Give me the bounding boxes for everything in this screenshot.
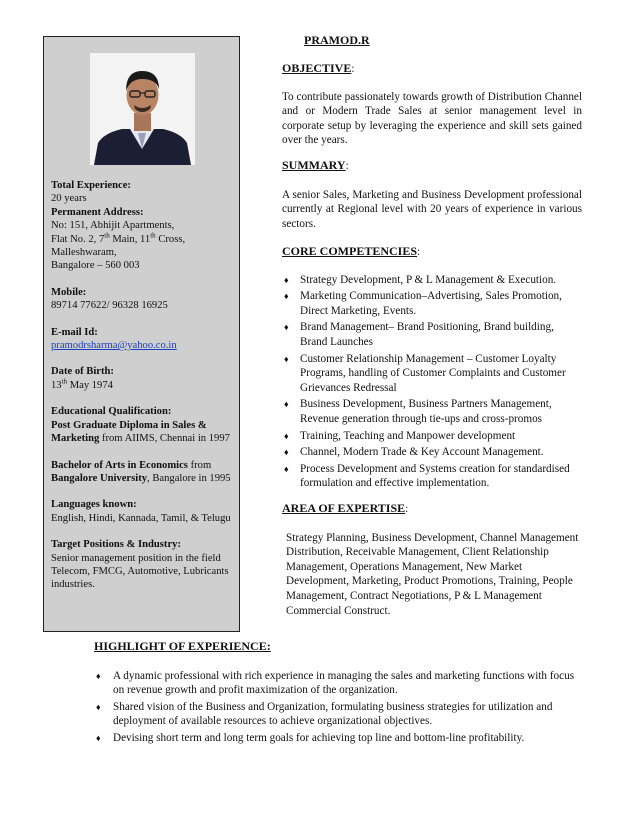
list-item: ♦ Customer Relationship Management – Customer Loyalty Programs, handling of Customer Complaints and Customer Grievances Redressal xyxy=(282,352,582,396)
address-line-2: Flat No. 2, 7th Main, 11th Cross, xyxy=(51,231,186,245)
dob-label: Date of Birth: xyxy=(51,366,114,378)
address-line-1: No: 151, Abhijit Apartments, xyxy=(51,220,175,232)
languages-label: Languages known: xyxy=(51,499,137,511)
list-item: ♦ Brand Management– Brand Positioning, Brand building, Brand Launches xyxy=(282,320,582,349)
highlight-list xyxy=(94,669,584,746)
summary-text: A senior Sales, Marketing and Business Development professional currently at Regional level with 20 years of experience in various sectors. xyxy=(282,188,582,230)
education-item-2: Bachelor of Arts in Economics from Bangalore University, Bangalore in 1995 xyxy=(51,459,231,484)
expertise-heading: AREA OF EXPERTISE xyxy=(282,501,406,515)
highlight-section xyxy=(94,639,584,748)
list-item: ♦ Training, Teaching and Manpower development xyxy=(282,429,582,444)
list-item: ♦ Strategy Development, P & L Management & Execution. xyxy=(282,273,582,288)
total-experience-value: 20 years xyxy=(51,193,87,205)
summary-heading: SUMMARY xyxy=(282,158,346,172)
objective-text: To contribute passionately towards growth of Distribution Channel and or Modern Trade Sales at senior management level in corporate setup by leveraging the experience and skill sets gained over the years. xyxy=(282,90,582,147)
expertise-text: Strategy Planning, Business Development, Channel Management Distribution, Receivable Management, Client Relationship Management, Operations Management, New Market Development, Marketing, Product Promotions, Training, People Management, Contract Negotiations, P & L Management Commercial Construct. xyxy=(286,531,579,617)
list-item: ♦ Devising short term and long term goals for achieving top line and bottom-line profitability. xyxy=(94,731,584,746)
expertise-section: AREA OF EXPERTISE: Strategy Planning, Business Development, Channel Management Distribution, Receivable Management, Client Relationship Management, Operations Management, New Market Development, Marketing, Product Promotions, Training, People Management, Contract Negotiations, P & L Management Commercial Construct. xyxy=(282,501,582,618)
list-item: ♦ A dynamic professional with rich experience in managing the sales and marketing functions with focus on revenue growth and profit maximization of the organization. xyxy=(94,669,584,698)
email-label: E-mail Id: xyxy=(51,326,98,338)
objective-heading: OBJECTIVE xyxy=(282,61,352,75)
list-item: ♦ Shared vision of the Business and Organization, formulating business strategies for utilization and deployment of available resources to achieve organizational objectives. xyxy=(94,700,584,729)
languages-value: English, Hindi, Kannada, Tamil, & Telugu xyxy=(51,512,231,524)
address-line-3: Malleshwaram, xyxy=(51,247,117,259)
address-label: Permanent Address: xyxy=(51,206,144,218)
objective-section: OBJECTIVE: To contribute passionately towards growth of Distribution Channel and or Modern Trade Sales at senior management level in corporate setup by leveraging the experience and skill sets gained over the years. xyxy=(282,61,582,147)
dob-value: 13th May 1974 xyxy=(51,377,113,391)
address-line-4: Bangalore – 560 003 xyxy=(51,260,140,272)
email-link[interactable]: pramodrsharma@yahoo.co.in xyxy=(51,340,177,352)
education-label: Educational Qualification: xyxy=(51,406,172,418)
core-competencies-heading: CORE COMPETENCIES xyxy=(282,244,418,258)
core-competencies-list xyxy=(282,273,582,491)
education-item-1: Post Graduate Diploma in Sales & Marketing from AIIMS, Chennai in 1997 xyxy=(51,419,230,445)
profile-photo xyxy=(90,53,195,165)
mobile-value: 89714 77622/ 96328 16925 xyxy=(51,300,168,312)
core-competencies-section: CORE COMPETENCIES: ♦ Strategy Development, P & L Management & Execution. ♦ Marketing Communication–Advertising, Sales Promotion, Direct Marketing, Events. ♦ Brand Management– Brand Positioning, Brand building, Brand Launches ♦ Customer Relationship Management – Customer Loyalty Programs, handling of Customer Complaints and Customer Grievances Redressal ♦ Business Development, Business Partners Management, Revenue generation through tie-ups and cross-promos ♦ Training, Teaching and Manpower development ♦ Channel, Modern Trade & Key Account Management. ♦ Process Development and Systems creation for standardised formulation and effective implementation. xyxy=(282,244,582,493)
highlight-heading: HIGHLIGHT OF EXPERIENCE: xyxy=(94,639,271,653)
total-experience-label: Total Experience: xyxy=(51,180,131,191)
list-item: ♦ Channel, Modern Trade & Key Account Management. xyxy=(282,445,582,460)
mobile-label: Mobile: xyxy=(51,286,87,298)
list-item: ♦ Marketing Communication–Advertising, Sales Promotion, Direct Marketing, Events. xyxy=(282,289,582,318)
list-item: ♦ Process Development and Systems creation for standardised formulation and effective implementation. xyxy=(282,462,582,491)
sidebar-details xyxy=(51,179,237,592)
list-item: ♦ Business Development, Business Partners Management, Revenue generation through tie-ups and cross-promos xyxy=(282,397,582,426)
target-label: Target Positions & Industry: xyxy=(51,539,181,551)
candidate-name: PRAMOD.R xyxy=(304,33,370,47)
target-value: Senior management position in the field Telecom, FMCG, Automotive, Lubricants industries. xyxy=(51,552,229,591)
summary-section: SUMMARY: A senior Sales, Marketing and Business Development professional currently at Regional level with 20 years of experience in various sectors. xyxy=(282,158,582,230)
sidebar-panel xyxy=(43,36,240,632)
